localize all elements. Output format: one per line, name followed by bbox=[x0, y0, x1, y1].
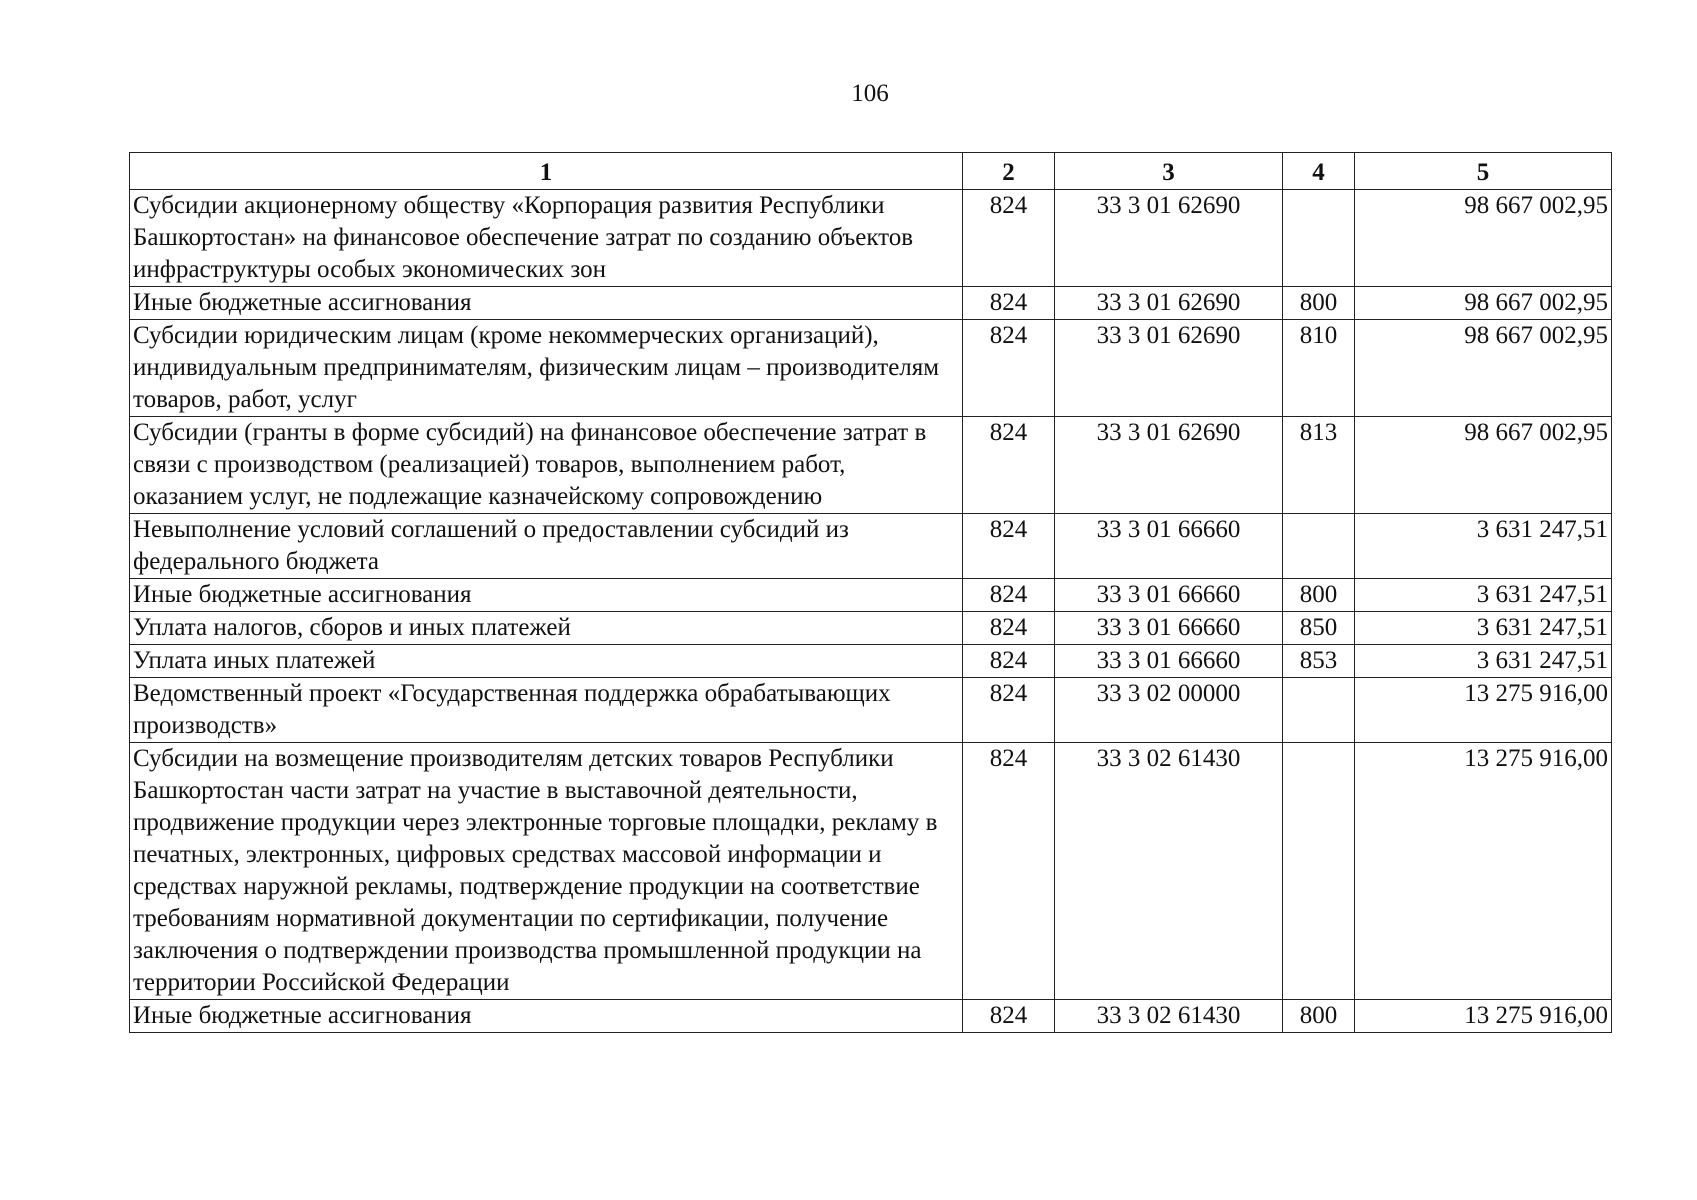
ministry-code-cell: 824 bbox=[963, 579, 1055, 612]
ministry-code-cell: 824 bbox=[963, 645, 1055, 678]
expense-type-cell: 800 bbox=[1283, 287, 1355, 320]
column-header: 2 bbox=[963, 153, 1055, 190]
table-row bbox=[130, 287, 1612, 320]
target-article-cell: 33 3 01 66660 bbox=[1055, 612, 1283, 645]
target-article-cell: 33 3 02 00000 bbox=[1055, 678, 1283, 743]
amount-cell: 98 667 002,95 bbox=[1355, 190, 1612, 287]
expense-type-cell: 850 bbox=[1283, 612, 1355, 645]
amount-cell: 3 631 247,51 bbox=[1355, 579, 1612, 612]
amount-cell: 13 275 916,00 bbox=[1355, 743, 1612, 1000]
target-article-cell: 33 3 01 66660 bbox=[1055, 645, 1283, 678]
table-row bbox=[130, 743, 1612, 1000]
page-number: 106 bbox=[851, 80, 889, 107]
row-name-cell: Субсидии (гранты в форме субсидий) на финансовое обеспечение затрат в связи с производством (реализацией) товаров, выполнением работ, оказанием услуг, не подлежащие казначейскому сопровождению bbox=[130, 417, 963, 514]
row-name-cell: Иные бюджетные ассигнования bbox=[130, 1000, 963, 1033]
table-row bbox=[130, 678, 1612, 743]
amount-cell: 13 275 916,00 bbox=[1355, 678, 1612, 743]
target-article-cell: 33 3 01 66660 bbox=[1055, 514, 1283, 579]
table-row bbox=[130, 645, 1612, 678]
ministry-code-cell: 824 bbox=[963, 678, 1055, 743]
amount-cell: 3 631 247,51 bbox=[1355, 645, 1612, 678]
ministry-code-cell: 824 bbox=[963, 514, 1055, 579]
row-name-cell: Невыполнение условий соглашений о предоставлении субсидий из федерального бюджета bbox=[130, 514, 963, 579]
table-row bbox=[130, 612, 1612, 645]
row-name-cell: Иные бюджетные ассигнования bbox=[130, 287, 963, 320]
row-name-cell: Уплата иных платежей bbox=[130, 645, 963, 678]
amount-cell: 98 667 002,95 bbox=[1355, 320, 1612, 417]
target-article-cell: 33 3 01 62690 bbox=[1055, 190, 1283, 287]
ministry-code-cell: 824 bbox=[963, 320, 1055, 417]
ministry-code-cell: 824 bbox=[963, 190, 1055, 287]
row-name-cell: Уплата налогов, сборов и иных платежей bbox=[130, 612, 963, 645]
row-name-cell: Ведомственный проект «Государственная поддержка обрабатывающих производств» bbox=[130, 678, 963, 743]
target-article-cell: 33 3 02 61430 bbox=[1055, 1000, 1283, 1033]
target-article-cell: 33 3 01 66660 bbox=[1055, 579, 1283, 612]
table-row bbox=[130, 514, 1612, 579]
column-header: 1 bbox=[130, 153, 963, 190]
target-article-cell: 33 3 01 62690 bbox=[1055, 417, 1283, 514]
table-row bbox=[130, 417, 1612, 514]
ministry-code-cell: 824 bbox=[963, 612, 1055, 645]
header-row bbox=[130, 153, 1612, 190]
amount-cell: 13 275 916,00 bbox=[1355, 1000, 1612, 1033]
table-row bbox=[130, 1000, 1612, 1033]
expense-type-cell: 800 bbox=[1283, 1000, 1355, 1033]
target-article-cell: 33 3 01 62690 bbox=[1055, 320, 1283, 417]
expense-type-cell: 800 bbox=[1283, 579, 1355, 612]
budget-table bbox=[129, 152, 1612, 1033]
amount-cell: 98 667 002,95 bbox=[1355, 417, 1612, 514]
target-article-cell: 33 3 01 62690 bbox=[1055, 287, 1283, 320]
ministry-code-cell: 824 bbox=[963, 287, 1055, 320]
table-row bbox=[130, 579, 1612, 612]
expense-type-cell: 813 bbox=[1283, 417, 1355, 514]
ministry-code-cell: 824 bbox=[963, 417, 1055, 514]
ministry-code-cell: 824 bbox=[963, 743, 1055, 1000]
amount-cell: 3 631 247,51 bbox=[1355, 514, 1612, 579]
expense-type-cell: 853 bbox=[1283, 645, 1355, 678]
table-row bbox=[130, 190, 1612, 287]
row-name-cell: Иные бюджетные ассигнования bbox=[130, 579, 963, 612]
row-name-cell: Субсидии юридическим лицам (кроме некоммерческих организаций), индивидуальным предпринимателям, физическим лицам – производителям товаров, работ, услуг bbox=[130, 320, 963, 417]
row-name-cell: Субсидии акционерному обществу «Корпорация развития Республики Башкортостан» на финансовое обеспечение затрат по созданию объектов инфраструктуры особых экономических зон bbox=[130, 190, 963, 287]
amount-cell: 3 631 247,51 bbox=[1355, 612, 1612, 645]
column-header: 5 bbox=[1355, 153, 1612, 190]
ministry-code-cell: 824 bbox=[963, 1000, 1055, 1033]
column-header: 3 bbox=[1055, 153, 1283, 190]
column-header: 4 bbox=[1283, 153, 1355, 190]
table-row bbox=[130, 320, 1612, 417]
row-name-cell: Субсидии на возмещение производителям детских товаров Республики Башкортостан части затрат на участие в выставочной деятельности, продвижение продукции через электронные торговые площадки, рекламу в печатных, электронных, цифровых средствах массовой информации и средствах наружной рекламы, подтверждение продукции на соответствие требованиям нормативной документации по сертификации, получение заключения о подтверждении производства промышленной продукции на территории Российской Федерации bbox=[130, 743, 963, 1000]
expense-type-cell: 810 bbox=[1283, 320, 1355, 417]
amount-cell: 98 667 002,95 bbox=[1355, 287, 1612, 320]
expense-type-cell bbox=[1283, 190, 1355, 287]
expense-type-cell bbox=[1283, 743, 1355, 1000]
expense-type-cell bbox=[1283, 678, 1355, 743]
expense-type-cell bbox=[1283, 514, 1355, 579]
target-article-cell: 33 3 02 61430 bbox=[1055, 743, 1283, 1000]
